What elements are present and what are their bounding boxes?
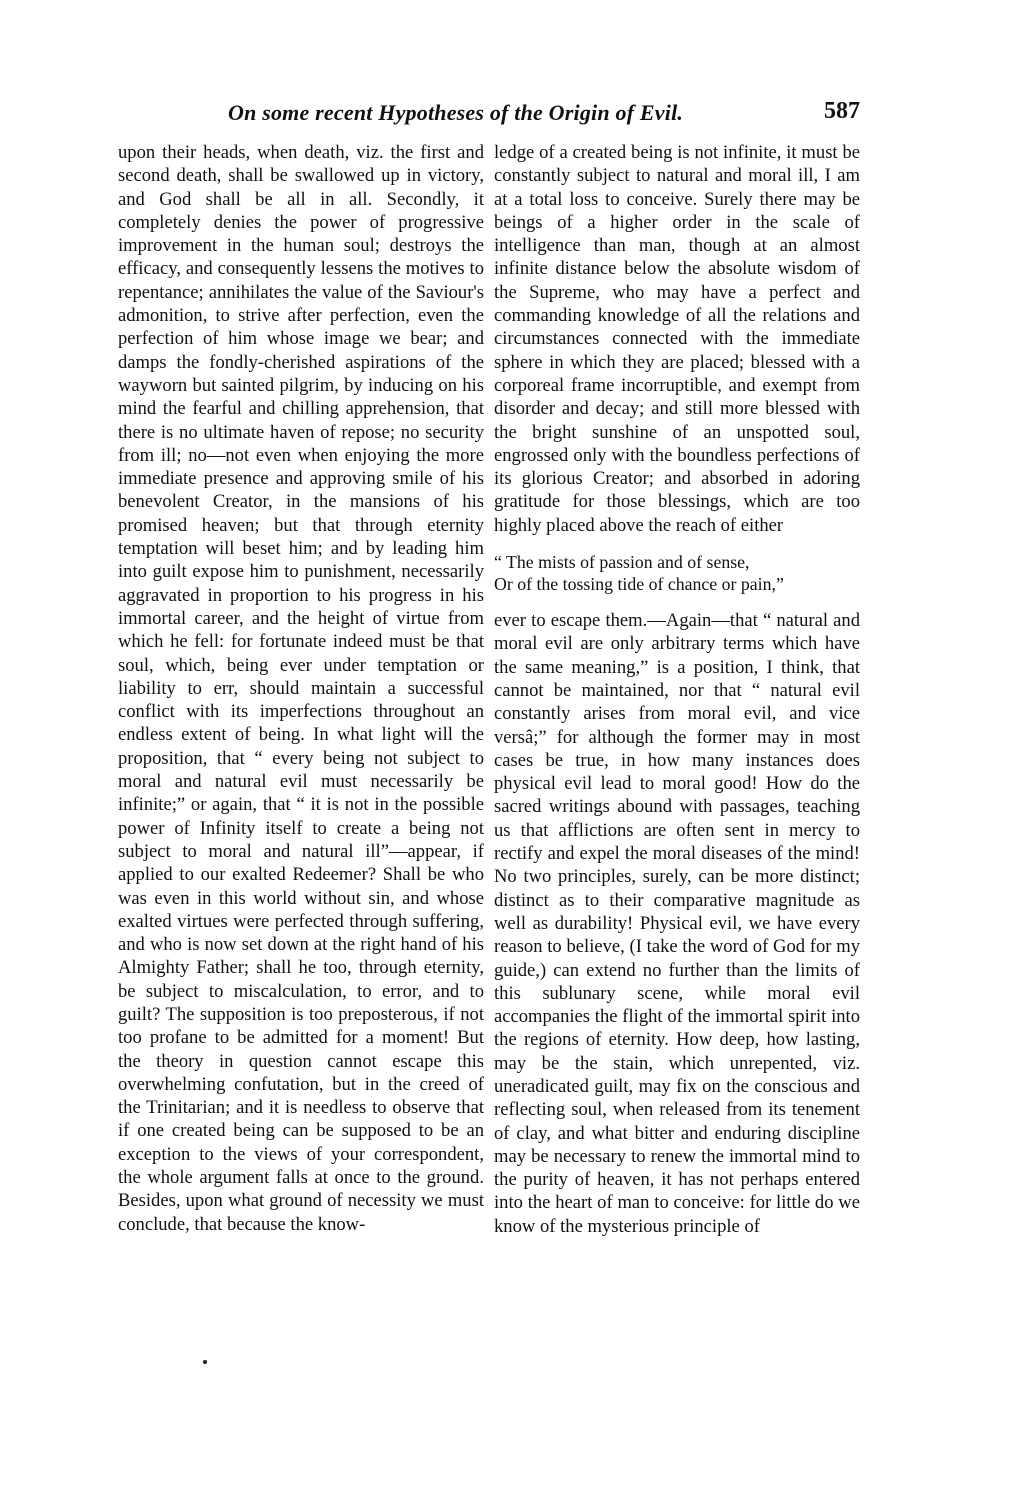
running-title: On some recent Hypotheses of the Origin of Evil. — [228, 100, 684, 125]
print-speck — [203, 1360, 207, 1364]
running-header — [120, 100, 860, 134]
left-column-text: upon their heads, when death, viz. the first and second death, shall be swallowed up in victory, and God shall be all in all. Secondly, it completely denies the power of progressive improvement in the human soul; destroys the efficacy, and consequently lessens the motives to repentance; annihilates the value of the Saviour's admonition, to strive after perfection, even the perfection of him whose image we bear; and damps the fondly-cherished aspirations of the wayworn but sainted pilgrim, by inducing on his mind the fearful and chilling apprehension, that there is no ultimate haven of repose; no security from ill; no—not even when enjoying the more immediate presence and approving smile of his benevolent Creator, in the mansions of his promised heaven; but that through eternity temptation will beset him; and by leading him into guilt expose him to punishment, necessarily aggravated in proportion to his progress in his immortal career, and the height of virtue from which he fell: for fortunate indeed must be that soul, which, being ever under temptation or liability to err, should maintain a successful conflict with its imperfections throughout an endless extent of being. In what light will the proposition, that “ every being not subject to moral and natural evil must necessarily be infinite;” or again, that “ it is not in the possible power of Infinity itself to create a being not subject to moral and natural ill”—appear, if applied to our exalted Redeemer? Shall be who was even in this world without sin, and whose exalted virtues were perfected through suffering, and who is now set down at the right hand of his Almighty Father; shall he too, through eternity, be subject to miscalculation, to error, and to guilt? The supposition is too preposterous, if not too profane to be admitted for a moment! But the theory in question cannot escape this overwhelming confutation, but in the creed of the Trinitarian; and it is needless to observe that if one created being can be supposed to be an exception to the views of your correspondent, the whole argument falls at once to the ground. Besides, upon what ground of necessity we must conclude, that because the know- — [118, 142, 484, 1235]
verse-line-2: Or of the tossing tide of chance or pain,” — [494, 574, 784, 595]
right-paragraph-2: ever to escape them.—Again—that “ natural and moral evil are only arbitrary terms which have the same meaning,” is a position, I think, that cannot be maintained, nor that “ natural evil constantly arises from moral evil, and vice versâ;” for although the former may in most cases be true, in how many instances does physical evil lead to moral good! How do the sacred writings abound with passages, teaching us that afflictions are often sent in mercy to rectify and expel the moral diseases of the mind! No two principles, surely, can be more distinct; distinct as to their comparative magnitude as well as durability! Physical evil, we have every reason to believe, (I take the word of God for my guide,) can extend no further than the limits of this sublunary scene, while moral evil accompanies the flight of the immortal spirit into the regions of eternity. How deep, how lasting, may be the stain, which unrepented, viz. uneradicated guilt, may fix on the conscious and reflecting soul, when released from its tenement of clay, and what bitter and enduring discipline may be necessary to renew the immortal mind to the purity of heaven, it has not perhaps entered into the heart of man to conceive: for little do we know of the mysterious principle of — [494, 610, 860, 1237]
page-number: 587 — [824, 98, 860, 124]
left-column — [118, 141, 484, 1236]
right-paragraph-1: ledge of a created being is not infinite, it must be constantly subject to natural and moral ill, I am at a total loss to conceive. Surely there may be beings of a higher order in the scale of intelligence than man, though at an almost infinite distance below the absolute wisdom of the Supreme, who may have a perfect and commanding knowledge of all the relations and circumstances connected with the immediate sphere in which they are placed; blessed with a corporeal frame incorruptible, and exempt from disorder and decay; and still more blessed with the bright sunshine of an unspotted soul, engrossed only with the boundless perfections of its glorious Creator; and absorbed in adoring gratitude for those blessings, which are too highly placed above the reach of either — [494, 142, 860, 536]
verse-quote — [494, 551, 860, 595]
verse-line-1: “ The mists of passion and of sense, — [494, 552, 750, 573]
right-column — [494, 141, 860, 1238]
